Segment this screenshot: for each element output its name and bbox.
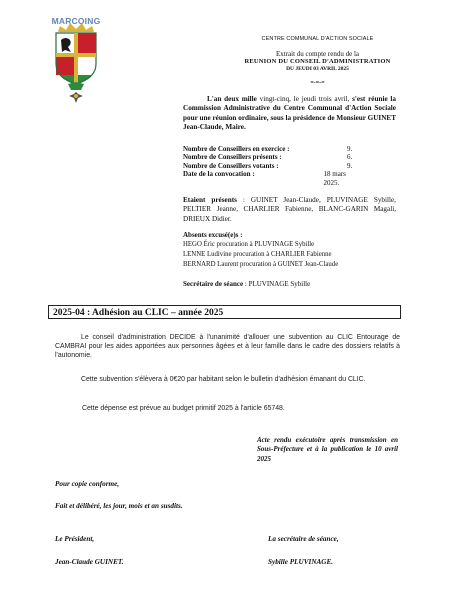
president-label: Le Président, bbox=[55, 535, 95, 543]
absent-item: LENNE Ludivine procuration à CHARLIER Fabienne bbox=[183, 251, 332, 258]
deliberation-paragraph-3: Cette dépense est prévue au budget primitif 2025 à l'article 65748. bbox=[82, 405, 285, 412]
deliberation-title: 2025-04 : Adhésion au CLIC – année 2025 bbox=[48, 305, 401, 319]
enforceability-note: Acte rendu exécutoire après transmission en Sous-Préfecture et à la publication le 10 avril 2025 bbox=[257, 436, 398, 463]
counts-block bbox=[183, 145, 363, 187]
organization-name: CENTRE COMMUNAL D'ACTION SOCIALE bbox=[261, 36, 374, 42]
absents-heading: Absents excusé(e)s : bbox=[183, 231, 243, 239]
present-list: : GUINET Jean-Claude, PLUVINAGE Sybille, PELTIER Jeanne, CHARLIER Fabienne, BLANC-GARIN Magali, DRIEUX Didier. bbox=[183, 196, 396, 223]
secretary-name: : PLUVINAGE Sybille bbox=[243, 280, 311, 288]
intro-bold-start: L'an deux mille bbox=[207, 95, 257, 103]
secretary-label: Secrétaire de séance bbox=[183, 280, 244, 288]
count-row bbox=[183, 162, 363, 170]
count-value: 9. bbox=[347, 145, 353, 153]
count-label: Nombre de Conseillers votants : bbox=[183, 161, 279, 170]
secretary-signature-label: La secrétaire de séance, bbox=[268, 535, 339, 543]
absent-item: BERNARD Laurent procuration à GUINET Jean-Claude bbox=[183, 261, 339, 268]
town-crest-logo bbox=[50, 12, 102, 110]
intro-paragraph bbox=[183, 95, 396, 132]
deliberation-paragraph-2: Cette subvention s'élèvera à 0€20 par habitant selon le bulletin d'adhésion émanant du CLIC. bbox=[81, 376, 366, 383]
count-label: Nombre de Conseillers présents : bbox=[183, 153, 282, 162]
certified-copy-line: Pour copie conforme, bbox=[55, 480, 120, 488]
secretary-line bbox=[183, 280, 310, 288]
intro-bold-rest: s'est réunie la Commission Administrative du Centre Communal d'Action Sociale pour une réunion ordinaire, sous la présidence de Monsieur GUINET Jean-Claude, Maire. bbox=[183, 95, 396, 131]
separator: =-=-= bbox=[310, 80, 325, 86]
count-row bbox=[183, 153, 363, 161]
count-row bbox=[183, 145, 363, 153]
president-name: Jean-Claude GUINET. bbox=[55, 558, 124, 566]
count-value: 6. bbox=[347, 153, 353, 162]
deliberation-paragraph-1: Le conseil d'administration DECIDE à l'unanimité d'allouer une subvention au CLIC Entourage de CAMBRAI pour les aides apportées aux personnes âgées et à leur famille dans le cadre des dossiers relatifs à l'autonomie. bbox=[55, 334, 400, 359]
meeting-title: REUNION DU CONSEIL D'ADMINISTRATION bbox=[244, 58, 391, 65]
count-label: Date de la convocation : bbox=[183, 170, 255, 179]
absent-item: HEGO Éric procuration à PLUVINAGE Sybille bbox=[183, 241, 315, 248]
count-value: 9. bbox=[347, 161, 353, 170]
meeting-date: DU JEUDI 03 AVRIL 2025 bbox=[286, 66, 349, 72]
count-label: Nombre de Conseillers en exercice : bbox=[183, 145, 290, 153]
count-value: 18 mars 2025. bbox=[323, 170, 346, 187]
present-label: Etaient présents bbox=[183, 196, 237, 204]
count-row bbox=[183, 170, 363, 187]
intro-normal: vingt-cinq, le jeudi trois avril, bbox=[256, 95, 353, 103]
present-paragraph bbox=[183, 196, 396, 224]
secretary-signature-name: Sybille PLUVINAGE. bbox=[268, 558, 334, 566]
extract-line: Extrait du compte rendu de la bbox=[276, 50, 359, 58]
crest-name: MARCOING bbox=[51, 16, 101, 26]
deliberated-line: Fait et délibéré, les jour, mois et an susdits. bbox=[55, 502, 183, 510]
